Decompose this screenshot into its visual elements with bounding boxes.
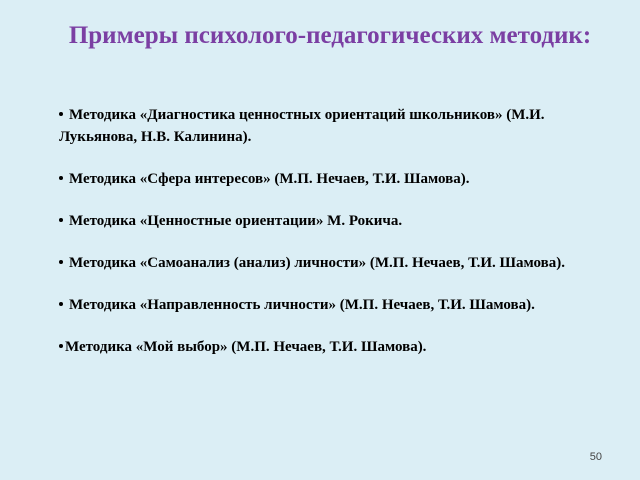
list-item-text: Методика «Диагностика ценностных ориентаций школьников» (М.И. Лукьянова, Н.В. Калинина). xyxy=(59,107,545,145)
list-item-text: Методика «Самоанализ (анализ) личности» (М.П. Нечаев, Т.И. Шамова). xyxy=(69,255,566,271)
bullet-icon xyxy=(59,112,63,116)
page-number: 50 xyxy=(589,451,602,463)
list-item xyxy=(59,210,599,232)
list-item-text: Методика «Сфера интересов» (М.П. Нечаев, Т.И. Шамова). xyxy=(69,171,470,187)
list-item-text: Методика «Мой выбор» (М.П. Нечаев, Т.И. Шамова). xyxy=(65,339,427,355)
list-item-text: Методика «Направленность личности» (М.П. Нечаев, Т.И. Шамова). xyxy=(69,297,535,313)
bullet-icon xyxy=(59,260,63,264)
list-item xyxy=(59,294,599,316)
list-item xyxy=(59,104,599,148)
list-item xyxy=(59,168,599,190)
bullet-list xyxy=(59,104,599,358)
list-item xyxy=(59,252,599,274)
bullet-icon xyxy=(59,302,63,306)
bullet-icon xyxy=(59,344,63,348)
list-item-text: Методика «Ценностные ориентации» М. Рокича. xyxy=(69,213,403,229)
list-item xyxy=(59,336,599,358)
bullet-icon xyxy=(59,176,63,180)
slide-title: Примеры психолого-педагогических методик: xyxy=(68,22,592,49)
bullet-icon xyxy=(59,218,63,222)
